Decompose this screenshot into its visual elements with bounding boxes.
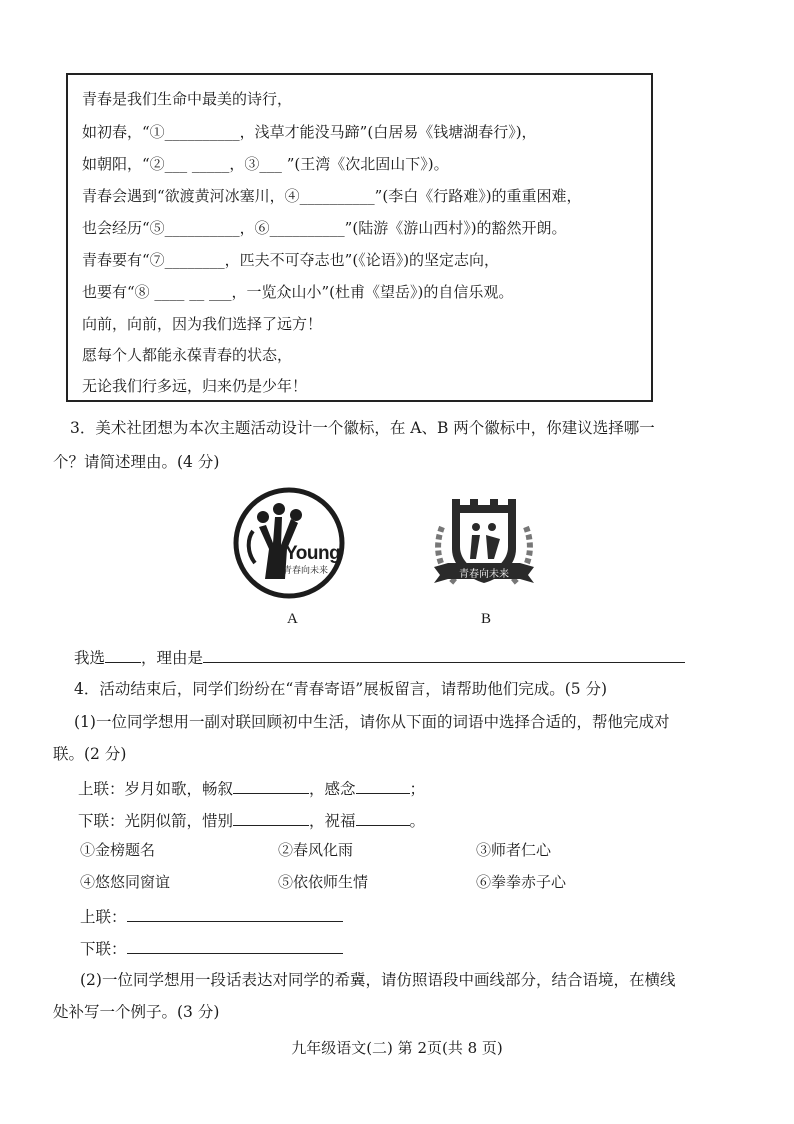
answer-lower	[80, 937, 343, 959]
option: ④悠悠同窗谊	[80, 873, 171, 891]
poem-line: 如朝阳，“②___ _____，③___ ”(王湾《次北固山下》)。	[82, 155, 449, 173]
poem-line: 青春是我们生命中最美的诗行，	[82, 90, 293, 108]
upper-blank-1[interactable]	[233, 777, 309, 794]
option: ⑥拳拳赤子心	[476, 873, 567, 891]
poem-line: 也会经历“⑤__________，⑥__________”(陆游《游山西村》)的豁然开朗。	[82, 219, 567, 237]
couplet-upper-prefix: 上联：岁月如歌，畅叙	[78, 780, 234, 798]
q3-prompt-line2: 个？请简述理由。(4 分)	[53, 453, 220, 471]
lower-blank-2[interactable]	[356, 809, 410, 826]
q3-answer[interactable]	[74, 646, 685, 668]
option: ⑤依依师生情	[278, 873, 369, 891]
logo-a[interactable]	[233, 487, 345, 599]
q3-answer-mid: ，理由是	[141, 649, 204, 667]
q4-part2-line2: 处补写一个例子。(3 分)	[53, 1003, 220, 1021]
couplet-lower	[78, 809, 425, 831]
answer-lower-blank[interactable]	[127, 937, 343, 954]
answer-upper	[80, 905, 343, 927]
answer-lower-label: 下联：	[80, 940, 127, 958]
q3-answer-prefix: 我选	[74, 649, 106, 667]
poem-line: 青春会遇到“欲渡黄河冰塞川，④__________”(李白《行路难》)的重重困难，	[82, 187, 582, 205]
couplet-lower-prefix: 下联：光阴似箭，惜别	[78, 812, 234, 830]
q4-part1-line2: 联。(2 分)	[53, 745, 127, 763]
logo-a-text: Young	[285, 543, 341, 564]
choice-blank[interactable]	[105, 646, 141, 663]
couplet-upper-mid: ，感念	[309, 780, 356, 798]
couplet-upper	[78, 777, 425, 799]
poem-line: 愿每个人都能永葆青春的状态，	[82, 346, 293, 364]
poem-line: 向前，向前，因为我们选择了远方！	[82, 315, 323, 333]
option: ②春风化雨	[278, 841, 354, 859]
option: ①金榜题名	[80, 841, 156, 859]
poem-box	[66, 73, 653, 402]
logo-b-label: B	[481, 611, 492, 627]
logo-a-label: A	[287, 611, 298, 627]
poem-line: 青春要有“⑦________，匹夫不可夺志也”(《论语》)的坚定志向，	[82, 251, 500, 269]
logo-b[interactable]	[428, 487, 540, 599]
logo-b-text: 青春向未来	[459, 569, 509, 580]
reason-blank[interactable]	[203, 646, 685, 663]
option: ③师者仁心	[476, 841, 552, 859]
couplet-lower-end: 。	[409, 812, 426, 830]
couplet-lower-mid: ，祝福	[309, 812, 356, 830]
logo-b-graphic	[428, 487, 540, 599]
poem-line: 也要有“⑧ ____ __ ___，一览众山小”(杜甫《望岳》)的自信乐观。	[82, 283, 514, 301]
logo-a-subtext: 青春向未来	[283, 565, 329, 575]
answer-upper-label: 上联：	[80, 908, 127, 926]
q4-prompt: 4．活动结束后，同学们纷纷在“青春寄语”展板留言，请帮助他们完成。(5 分)	[74, 680, 608, 698]
page-footer: 九年级语文(二) 第 2页(共 8 页)	[291, 1039, 503, 1057]
q4-part1-line1: (1)一位同学想用一副对联回顾初中生活，请你从下面的词语中选择合适的，帮他完成对	[74, 713, 670, 731]
poem-line: 如初春，“①__________，浅草才能没马蹄”(白居易《钱塘湖春行》)，	[82, 123, 537, 141]
poem-line: 无论我们行多远，归来仍是少年！	[82, 377, 308, 395]
lower-blank-1[interactable]	[233, 809, 309, 826]
answer-upper-blank[interactable]	[127, 905, 343, 922]
q4-part2-line1: (2)一位同学想用一段话表达对同学的希冀，请仿照语段中画线部分，结合语境，在横线	[80, 971, 676, 989]
couplet-upper-end: ；	[409, 780, 426, 798]
q3-prompt-line1: 3．美术社团想为本次主题活动设计一个徽标，在 A、B 两个徽标中，你建议选择哪一	[70, 419, 655, 437]
upper-blank-2[interactable]	[356, 777, 410, 794]
